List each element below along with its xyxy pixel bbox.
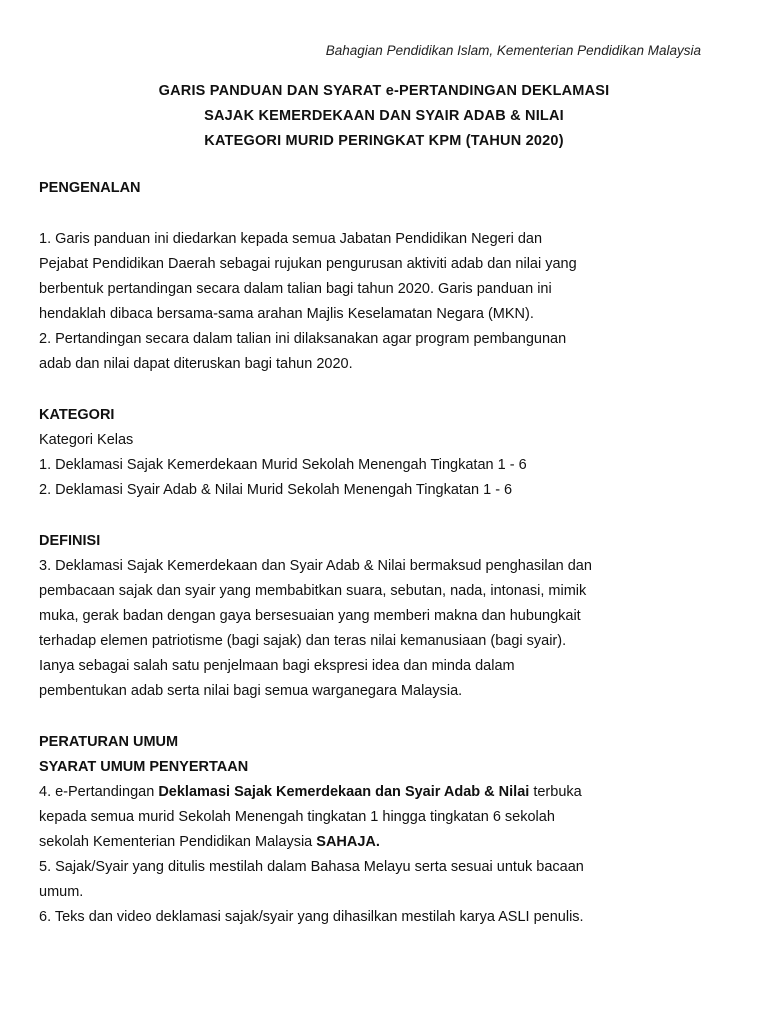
paragraph-line: hendaklah dibaca bersama-sama arahan Majlis Keselamatan Negara (MKN). — [39, 306, 534, 322]
section-heading: PENGENALAN — [39, 180, 141, 196]
item4-line3-prefix: sekolah Kementerian Pendidikan Malaysia — [39, 834, 317, 850]
paragraph-line: pembentukan adab serta nilai bagi semua warganegara Malaysia. — [39, 683, 463, 699]
paragraph-line: Pejabat Pendidikan Daerah sebagai rujukan pengurusan aktiviti adab dan nilai yang — [39, 256, 577, 272]
paragraph-line: 2. Pertandingan secara dalam talian ini dilaksanakan agar program pembangunan — [39, 331, 567, 347]
title-line-2: SAJAK KEMERDEKAAN DAN SYAIR ADAB & NILAI — [204, 108, 564, 124]
paragraph-line — [39, 830, 639, 855]
paragraph-line: 3. Deklamasi Sajak Kemerdekaan dan Syair Adab & Nilai bermaksud penghasilan dan — [39, 558, 592, 574]
pengenalan-body — [39, 227, 639, 377]
title-line-3: KATEGORI MURID PERINGKAT KPM (TAHUN 2020) — [204, 133, 564, 149]
section-pengenalan — [39, 176, 639, 201]
section-peraturan — [39, 730, 639, 930]
paragraph-line: 5. Sajak/Syair yang ditulis mestilah dalam Bahasa Melayu serta sesuai untuk bacaan — [39, 859, 584, 875]
paragraph-line: Ianya sebagai salah satu penjelmaan bagi ekspresi idea dan minda dalam — [39, 658, 515, 674]
paragraph-line: 6. Teks dan video deklamasi sajak/syair yang dihasilkan mestilah karya ASLI penulis. — [39, 909, 584, 925]
list-item: 1. Deklamasi Sajak Kemerdekaan Murid Sekolah Menengah Tingkatan 1 - 6 — [39, 457, 527, 473]
paragraph-line: umum. — [39, 884, 84, 900]
item4-bold: Deklamasi Sajak Kemerdekaan dan Syair Adab & Nilai — [158, 784, 530, 800]
page-header: Bahagian Pendidikan Islam, Kementerian Pendidikan Malaysia — [325, 43, 701, 58]
paragraph-line: adab dan nilai dapat diteruskan bagi tahun 2020. — [39, 356, 353, 372]
paragraph-line: kepada semua murid Sekolah Menengah tingkatan 1 hingga tingkatan 6 sekolah — [39, 809, 555, 825]
item4-prefix: 4. e-Pertandingan — [39, 784, 159, 800]
section-heading: KATEGORI — [39, 407, 115, 423]
section-heading: DEFINISI — [39, 533, 101, 549]
paragraph-line: terhadap elemen patriotisme (bagi sajak) dan teras nilai kemanusiaan (bagi syair). — [39, 633, 567, 649]
section-definisi — [39, 529, 639, 704]
section-heading: PERATURAN UMUM — [39, 734, 179, 750]
item4-suffix: terbuka — [529, 784, 582, 800]
paragraph-line: 1. Garis panduan ini diedarkan kepada semua Jabatan Pendidikan Negeri dan — [39, 231, 543, 247]
document-title — [0, 79, 768, 154]
paragraph-line: muka, gerak badan dengan gaya bersesuaian yang memberi makna dan hubungkait — [39, 608, 581, 624]
paragraph-line: berbentuk pertandingan secara dalam talian bagi tahun 2020. Garis panduan ini — [39, 281, 552, 297]
section-kategori — [39, 403, 639, 503]
section-subheading: SYARAT UMUM PENYERTAAN — [39, 759, 249, 775]
paragraph-line: Kategori Kelas — [39, 432, 134, 448]
title-line-1: GARIS PANDUAN DAN SYARAT e-PERTANDINGAN DEKLAMASI — [158, 83, 610, 99]
list-item: 2. Deklamasi Syair Adab & Nilai Murid Sekolah Menengah Tingkatan 1 - 6 — [39, 482, 513, 498]
paragraph-line — [39, 780, 639, 805]
paragraph-line: pembacaan sajak dan syair yang membabitkan suara, sebutan, nada, intonasi, mimik — [39, 583, 587, 599]
item4-line3-bold: SAHAJA. — [316, 834, 380, 850]
